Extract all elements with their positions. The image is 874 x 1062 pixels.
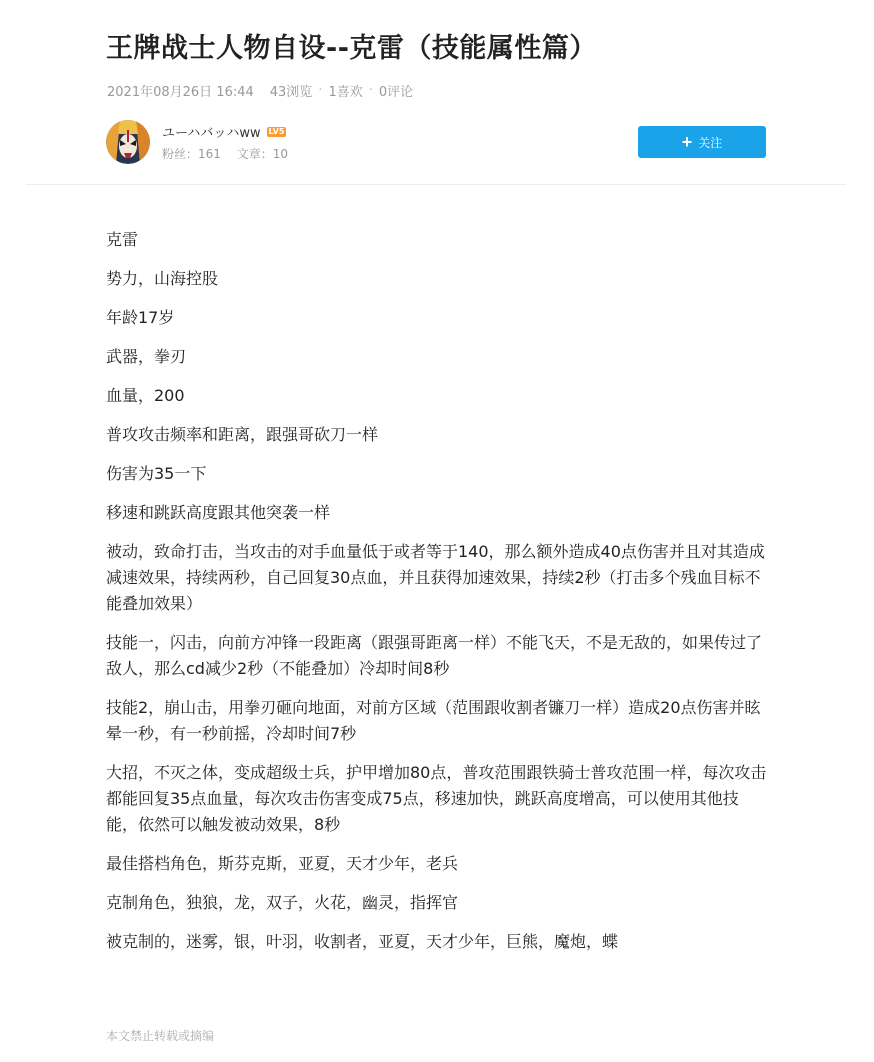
plus-icon: +: [681, 132, 693, 152]
paragraph: 技能2，崩山击，用拳刃砸向地面，对前方区域（范围跟收割者镰刀一样）造成20点伤害并眩晕一秒，有一秒前摇，冷却时间7秒: [106, 698, 761, 743]
author-name-row: [162, 122, 286, 141]
publish-date: 2021年08月26日 16:44: [107, 85, 254, 100]
paragraph: 克雷: [106, 230, 139, 249]
level-badge: LV5: [268, 126, 285, 136]
article-title: 王牌战士人物自设--克雷（技能属性篇）: [106, 33, 597, 64]
article-body: [106, 227, 770, 968]
author-name[interactable]: ユーハバッハww: [162, 126, 261, 141]
paragraph: 势力，山海控股: [106, 269, 219, 288]
follow-button[interactable]: [638, 126, 766, 158]
paragraph: 移速和跳跃高度跟其他突袭一样: [106, 503, 331, 522]
paragraph: 被克制的，迷雾，银，叶羽，收割者，亚夏，天才少年，巨熊，魔炮，蝶: [106, 932, 619, 951]
comment-count: 0评论: [378, 85, 414, 100]
meta-separator: ·: [368, 83, 373, 98]
paragraph: 普攻攻击频率和距离，跟强哥砍刀一样: [106, 425, 379, 444]
author-avatar[interactable]: [106, 120, 150, 164]
paragraph: 大招，不灭之体，变成超级士兵，护甲增加80点，普攻范围跟铁骑士普攻范围一样，每次攻击都能回复35点血量，每次攻击伤害变成75点，移速加快，跳跃高度增高，可以使用其他技能，依然可以触发被动效果，8秒: [106, 763, 767, 834]
article-count: 文章：10: [236, 147, 289, 161]
paragraph: 技能一，闪击，向前方冲锋一段距离（跟强哥距离一样）不能飞天，不是无敌的，如果传过了敌人，那么cd减少2秒（不能叠加）冷却时间8秒: [106, 633, 763, 678]
paragraph: 伤害为35一下: [106, 464, 207, 483]
paragraph: 年龄17岁: [106, 308, 175, 327]
article-meta: [107, 81, 413, 100]
author-stats: [162, 145, 288, 162]
meta-separator: ·: [318, 83, 323, 98]
header-divider: [26, 184, 846, 185]
paragraph: 克制角色，独狼，龙，双子，火花，幽灵，指挥官: [106, 893, 459, 912]
copyright-note: 本文禁止转载或摘编: [106, 1029, 215, 1043]
follow-label: 关注: [698, 135, 723, 150]
paragraph: 武器，拳刃: [106, 347, 187, 366]
avatar-image: [106, 120, 150, 164]
paragraph: 被动，致命打击，当攻击的对手血量低于或者等于140，那么额外造成40点伤害并且对其造成减速效果，持续两秒，自己回复30点血，并且获得加速效果，持续2秒（打击多个残血目标不能叠加效果）: [106, 542, 765, 613]
view-count: 43浏览: [269, 85, 313, 100]
paragraph: 血量，200: [106, 386, 185, 405]
fans-count: 粉丝：161: [162, 147, 221, 161]
paragraph: 最佳搭档角色，斯芬克斯，亚夏，天才少年，老兵: [106, 854, 459, 873]
like-count: 1喜欢: [328, 85, 363, 100]
